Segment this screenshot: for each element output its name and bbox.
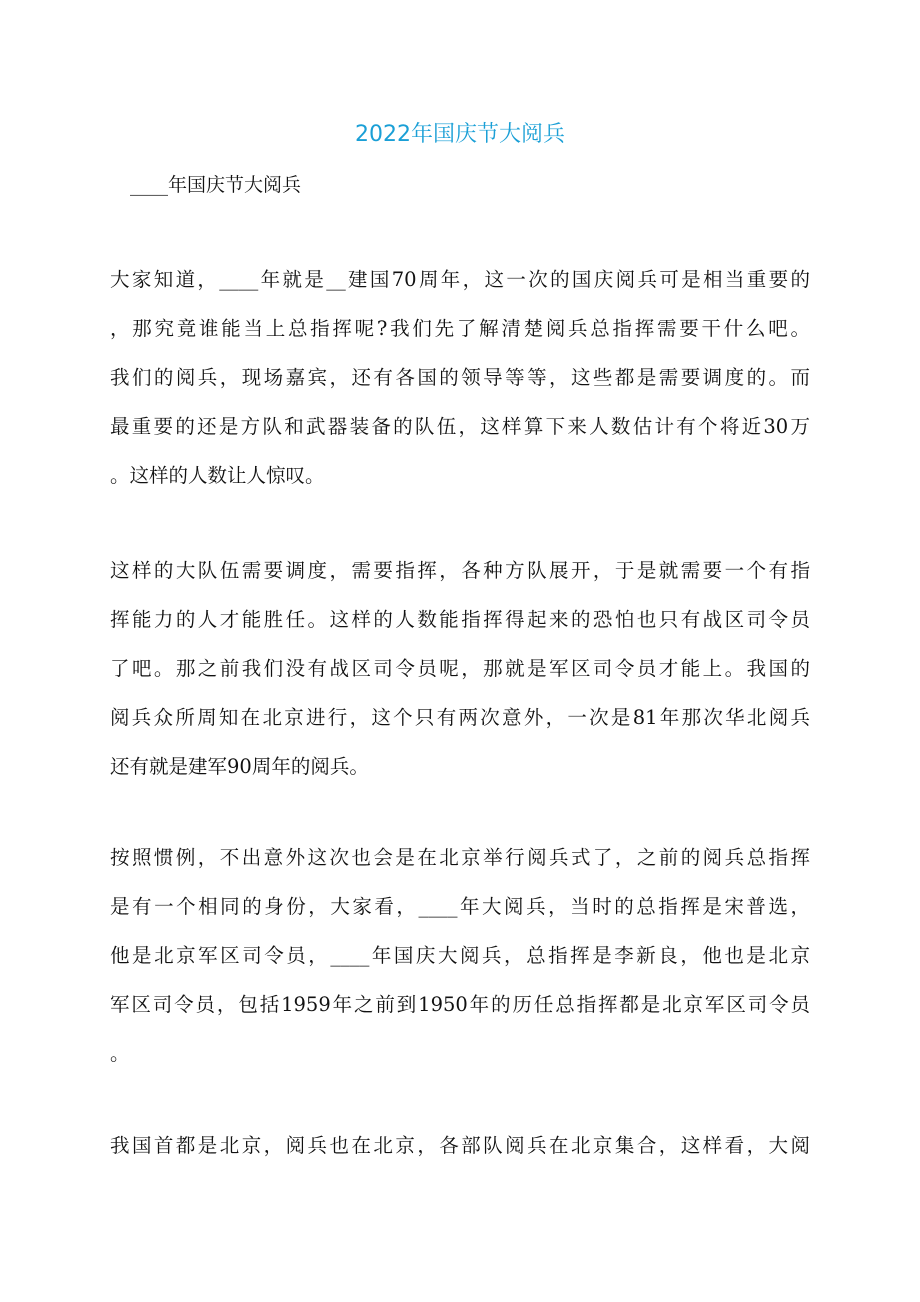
paragraph-line: ，那究竟谁能当上总指挥呢?我们先了解清楚阅兵总指挥需要干什么吧。 [110, 317, 810, 340]
paragraph-3 [110, 833, 810, 1078]
document-title: 2022年国庆节大阅兵 [355, 122, 565, 147]
paragraph-line: 大家知道，____年就是__建国70周年，这一次的国庆阅兵可是相当重要的 [110, 268, 810, 291]
paragraph-line: 军区司令员，包括1959年之前到1950年的历任总指挥都是北京军区司令员 [110, 993, 810, 1016]
paragraph-line: 按照惯例，不出意外这次也会是在北京举行阅兵式了，之前的阅兵总指挥 [110, 846, 810, 869]
paragraph-line: 是有一个相同的身份，大家看，____年大阅兵，当时的总指挥是宋普选， [110, 895, 810, 918]
paragraph-line: 他是北京军区司令员，____年国庆大阅兵，总指挥是李新良，他也是北京 [110, 944, 810, 967]
paragraph-line: 。 [110, 1042, 130, 1065]
paragraph-line: 了吧。那之前我们没有战区司令员呢，那就是军区司令员才能上。我国的 [110, 657, 810, 680]
document-subtitle: ____年国庆节大阅兵 [130, 174, 302, 196]
paragraph-line: 我们的阅兵，现场嘉宾，还有各国的领导等等，这些都是需要调度的。而 [110, 366, 810, 389]
paragraph-1 [110, 255, 810, 500]
paragraph-line: 挥能力的人才能胜任。这样的人数能指挥得起来的恐怕也只有战区司令员 [110, 608, 810, 631]
paragraph-line: 还有就是建军90周年的阅兵。 [110, 755, 369, 778]
paragraph-line: 我国首都是北京，阅兵也在北京，各部队阅兵在北京集合，这样看，大阅 [110, 1134, 810, 1157]
paragraph-line: 这样的大队伍需要调度，需要指挥，各种方队展开，于是就需要一个有指 [110, 559, 810, 582]
paragraph-line: 。这样的人数让人惊叹。 [110, 464, 325, 487]
paragraph-line: 阅兵众所周知在北京进行，这个只有两次意外，一次是81年那次华北阅兵 [110, 706, 810, 729]
paragraph-line: 最重要的还是方队和武器装备的队伍，这样算下来人数估计有个将近30万 [110, 415, 810, 438]
paragraph-2 [110, 546, 810, 791]
paragraph-4 [110, 1121, 810, 1170]
